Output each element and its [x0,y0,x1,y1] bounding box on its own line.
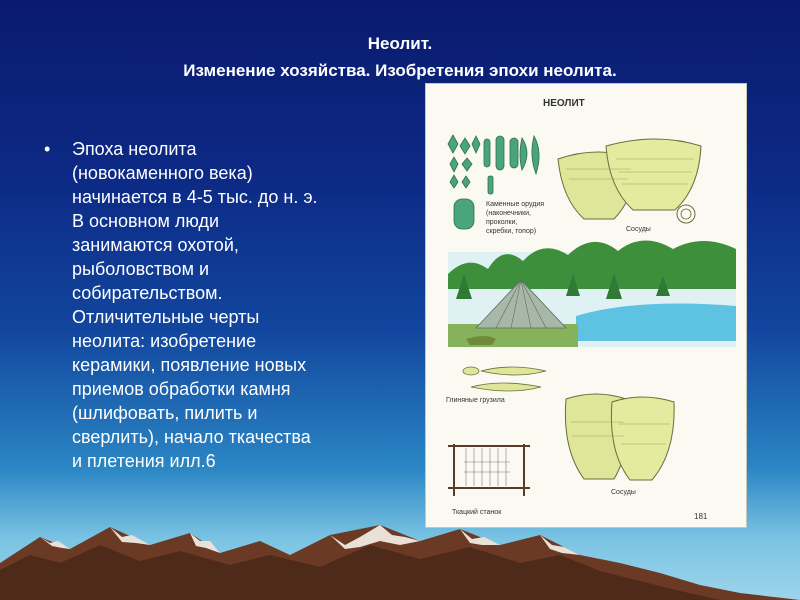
vessels-bottom-label: Сосуды [611,489,636,496]
tools-caption-1: Каменные орудия [486,201,545,208]
tools-caption-4: скребки, топор) [486,228,537,235]
tools-caption-3: проколки, [486,219,518,226]
tools-caption-2: (наконечники, [486,210,531,217]
illustration-canvas [426,84,746,527]
loom-drawing [448,444,530,496]
title-line-2: Изменение хозяйства. Изобретения эпохи неолита. [183,61,617,80]
landscape-scene [448,240,736,347]
title-line-1: Неолит. [367,34,433,53]
slide-title [0,30,800,84]
page-number: 181 [694,512,708,521]
mountain-range [0,515,800,600]
textbook-illustration [426,84,746,527]
bullet-dot: • [44,139,51,159]
loom-label: Ткацкий станок [452,509,502,516]
sinkers-label: Глиняные грузила [446,397,505,404]
illustration-heading: НЕОЛИТ [543,98,585,109]
pottery-top [558,139,701,223]
vessels-top-label: Сосуды [626,226,651,233]
clay-sinkers [463,367,546,391]
bullet-text: Эпоха неолита (новокаменного века) начинается в 4-5 тыс. до н. э. В основном люди занимаются охотой, рыболовством и собирательством. Отличительные черты неолита: изобретение керамики, появление новых приемов обработки камня (шлифовать, пилить и сверлить), начало ткачества и плетения илл.6 [72,139,318,471]
pottery-bottom [565,394,674,480]
